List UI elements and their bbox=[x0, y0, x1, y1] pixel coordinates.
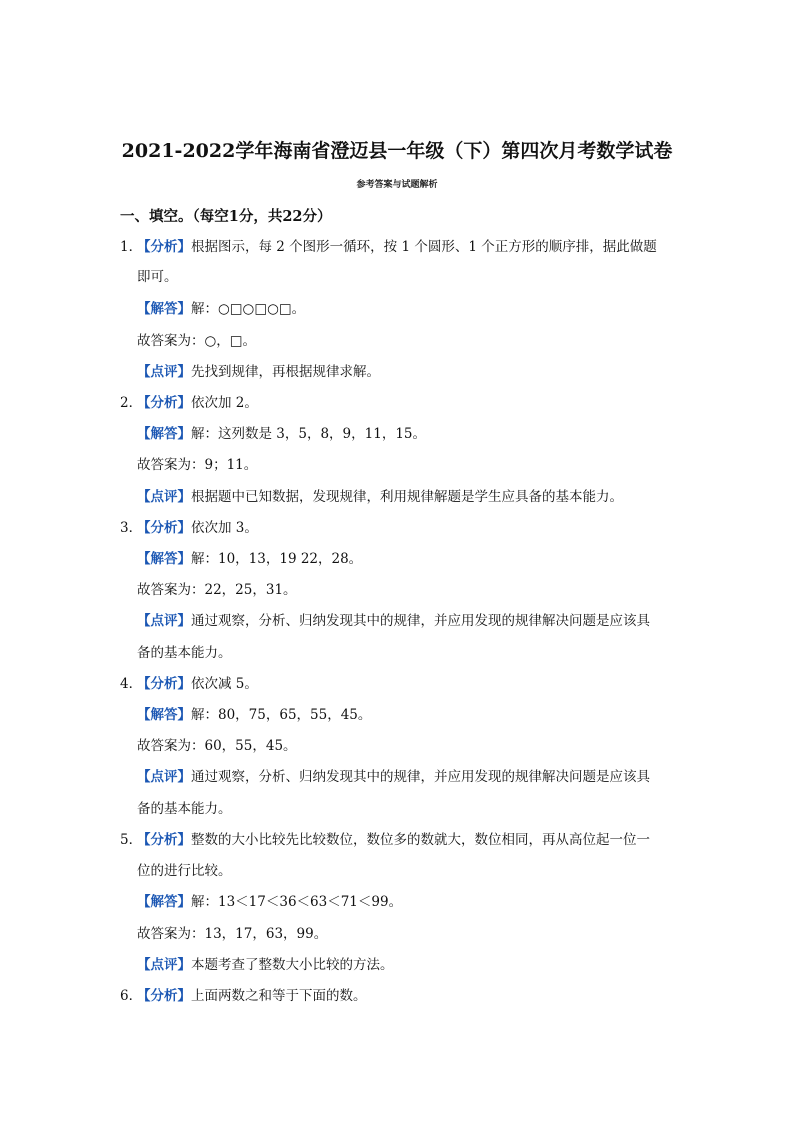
item-2-answer bbox=[137, 424, 426, 444]
comment-tag: 【点评】 bbox=[137, 489, 191, 505]
page-title: 2021-2022学年海南省澄迈县一年级（下）第四次月考数学试卷 bbox=[121, 140, 673, 162]
item-number: 1． bbox=[120, 239, 143, 255]
answer-text: 解：13＜17＜36＜63＜71＜99。 bbox=[191, 894, 403, 910]
answer-text: 解：10，13，19 22，28。 bbox=[191, 551, 363, 567]
analysis-tag: 【分析】 bbox=[137, 988, 191, 1004]
comment-tag: 【点评】 bbox=[137, 364, 191, 380]
page-subtitle: 参考答案与试题解析 bbox=[356, 180, 438, 190]
answer-tag: 【解答】 bbox=[137, 301, 191, 317]
item-1-analysis-cont: 即可。 bbox=[137, 269, 178, 285]
comment-text: 先找到规律，再根据规律求解。 bbox=[191, 364, 380, 380]
analysis-text: 依次减 5。 bbox=[191, 676, 258, 692]
item-number: 6． bbox=[120, 988, 143, 1004]
section-heading: 一、填空。（每空1分，共22分） bbox=[120, 208, 332, 225]
comment-text: 通过观察，分析、归纳发现其中的规律，并应用发现的规律解决问题是应该具 bbox=[191, 769, 650, 785]
item-number: 5． bbox=[120, 832, 143, 848]
item-2-comment bbox=[137, 487, 623, 507]
item-3-comment bbox=[137, 611, 650, 631]
answer-tag: 【解答】 bbox=[137, 426, 191, 442]
answer-tag: 【解答】 bbox=[137, 707, 191, 723]
answer-text: 解：这列数是 3，5，8，9，11，15。 bbox=[191, 426, 427, 442]
comment-tag: 【点评】 bbox=[137, 613, 191, 629]
analysis-text: 根据图示，每 2 个图形一循环，按 1 个圆形、1 个正方形的顺序排，据此做题 bbox=[191, 239, 657, 255]
analysis-tag: 【分析】 bbox=[137, 239, 191, 255]
item-3-comment-cont: 备的基本能力。 bbox=[137, 645, 232, 661]
answer-text: 解：○□○□○□。 bbox=[191, 301, 306, 317]
analysis-text: 上面两数之和等于下面的数。 bbox=[191, 988, 367, 1004]
analysis-tag: 【分析】 bbox=[137, 676, 191, 692]
comment-text: 通过观察，分析、归纳发现其中的规律，并应用发现的规律解决问题是应该具 bbox=[191, 613, 650, 629]
item-1-comment bbox=[137, 362, 380, 382]
analysis-tag: 【分析】 bbox=[137, 395, 191, 411]
item-4-final: 故答案为：60，55，45。 bbox=[137, 738, 297, 754]
analysis-text: 依次加 3。 bbox=[191, 520, 258, 536]
item-1-final: 故答案为：○，□。 bbox=[137, 333, 257, 349]
comment-tag: 【点评】 bbox=[137, 769, 191, 785]
analysis-text: 依次加 2。 bbox=[191, 395, 258, 411]
comment-tag: 【点评】 bbox=[137, 957, 191, 973]
comment-text: 根据题中已知数据，发现规律，利用规律解题是学生应具备的基本能力。 bbox=[191, 489, 623, 505]
item-5-comment bbox=[137, 955, 394, 975]
analysis-text: 整数的大小比较先比较数位，数位多的数就大，数位相同，再从高位起一位一 bbox=[191, 832, 650, 848]
item-1-answer bbox=[137, 299, 305, 319]
item-4-comment bbox=[137, 767, 650, 787]
item-number: 3． bbox=[120, 520, 143, 536]
item-3-final: 故答案为：22，25，31。 bbox=[137, 582, 297, 598]
analysis-tag: 【分析】 bbox=[137, 520, 191, 536]
item-3-answer bbox=[137, 549, 362, 569]
answer-text: 解：80，75，65，55，45。 bbox=[191, 707, 372, 723]
comment-text: 本题考查了整数大小比较的方法。 bbox=[191, 957, 394, 973]
analysis-tag: 【分析】 bbox=[137, 832, 191, 848]
item-number: 2． bbox=[120, 395, 143, 411]
item-4-answer bbox=[137, 705, 371, 725]
item-5-analysis-cont: 位的进行比较。 bbox=[137, 863, 232, 879]
item-5-answer bbox=[137, 892, 402, 912]
item-2-final: 故答案为：9；11。 bbox=[137, 457, 258, 473]
item-4-comment-cont: 备的基本能力。 bbox=[137, 801, 232, 817]
item-number: 4． bbox=[120, 676, 143, 692]
answer-tag: 【解答】 bbox=[137, 894, 191, 910]
answer-tag: 【解答】 bbox=[137, 551, 191, 567]
item-5-final: 故答案为：13，17，63，99。 bbox=[137, 926, 328, 942]
